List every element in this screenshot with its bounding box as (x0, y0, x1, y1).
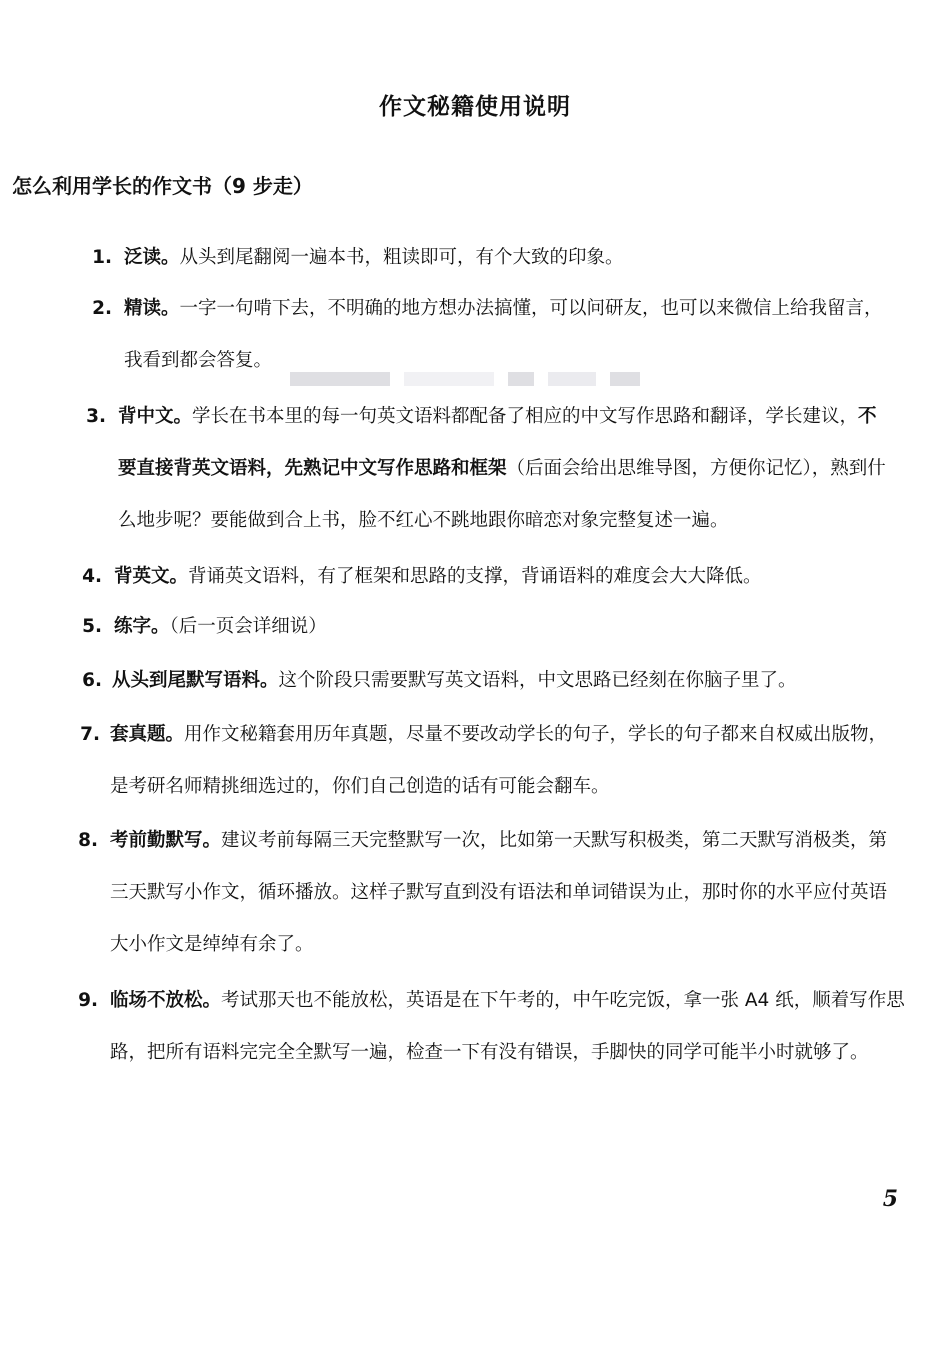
step-text: 从头到尾翻阅一遍本书，粗读即可，有个大致的印象。 (179, 247, 624, 268)
step-text: 学长在书本里的每一句英文语料都配备了相应的中文写作思路和翻译，学长建议， (192, 406, 859, 427)
step-8 (0, 815, 950, 971)
step-5 (0, 601, 950, 653)
step-4 (0, 551, 950, 603)
step-9 (0, 975, 950, 1079)
step-number: 1. (92, 247, 112, 268)
step-1 (0, 232, 950, 284)
step-number: 7. (80, 724, 100, 745)
step-number: 4. (82, 566, 102, 587)
step-number: 5. (82, 616, 102, 637)
step-emphasis: 不要直接背英文语料，先熟记中文写作思路和框架 (118, 406, 877, 479)
step-number: 8. (78, 830, 98, 851)
step-lead: 考前勤默写。 (110, 830, 222, 851)
page-number: 5 (882, 1186, 898, 1212)
step-lead: 泛读。 (124, 247, 180, 268)
redacted-contact (290, 353, 654, 369)
step-text: （后一页会详细说） (169, 616, 327, 637)
step-lead: 练字。 (114, 616, 170, 637)
step-number: 3. (86, 406, 106, 427)
step-lead: 临场不放松。 (110, 990, 222, 1011)
step-3 (0, 391, 950, 547)
step-6 (0, 655, 950, 707)
step-2 (0, 283, 950, 387)
step-text-continued: （后面会给出思维导图，方便你记忆），熟到什么地步呢？要能做到合上书，脸不红心不跳地跟你暗恋对象完整复述一遍。 (118, 458, 886, 531)
step-text: 考试那天也不能放松，英语是在下午考的，中午吃完饭，拿一张 A4 纸，顺着写作思路，把所有语料完完全全默写一遍，检查一下有没有错误，手脚快的同学可能半小时就够了。 (110, 990, 905, 1063)
page-title: 作文秘籍使用说明 (379, 94, 571, 120)
step-number: 6. (82, 670, 102, 691)
step-lead: 精读。 (124, 298, 180, 319)
step-lead: 从头到尾默写语料。 (112, 670, 279, 691)
step-lead: 套真题。 (110, 724, 185, 745)
step-lead: 背英文。 (114, 566, 189, 587)
step-text: 背诵英文语料，有了框架和思路的支撑，背诵语料的难度会大大降低。 (188, 566, 762, 587)
step-number: 2. (92, 298, 112, 319)
step-text: 用作文秘籍套用历年真题，尽量不要改动学长的句子，学长的句子都来自权威出版物，是考研名师精挑细选过的，你们自己创造的话有可能会翻车。 (110, 724, 888, 797)
step-number: 9. (78, 990, 98, 1011)
step-text: 建议考前每隔三天完整默写一次，比如第一天默写积极类，第二天默写消极类，第三天默写小作文，循环播放。这样子默写直到没有语法和单词错误为止，那时你的水平应付英语大小作文是绰绰有余了。 (110, 830, 888, 955)
step-lead: 背中文。 (118, 406, 193, 427)
step-text: 这个阶段只需要默写英文语料，中文思路已经刻在你脑子里了。 (278, 670, 797, 691)
section-heading: 怎么利用学长的作文书（9 步走） (12, 174, 313, 198)
step-text: 一字一句啃下去，不明确的地方想办法搞懂，可以问研友，也可以来微信上给我留言，我看到都会答复。 (124, 298, 883, 371)
steps-list (0, 232, 950, 1079)
step-7 (0, 709, 950, 813)
